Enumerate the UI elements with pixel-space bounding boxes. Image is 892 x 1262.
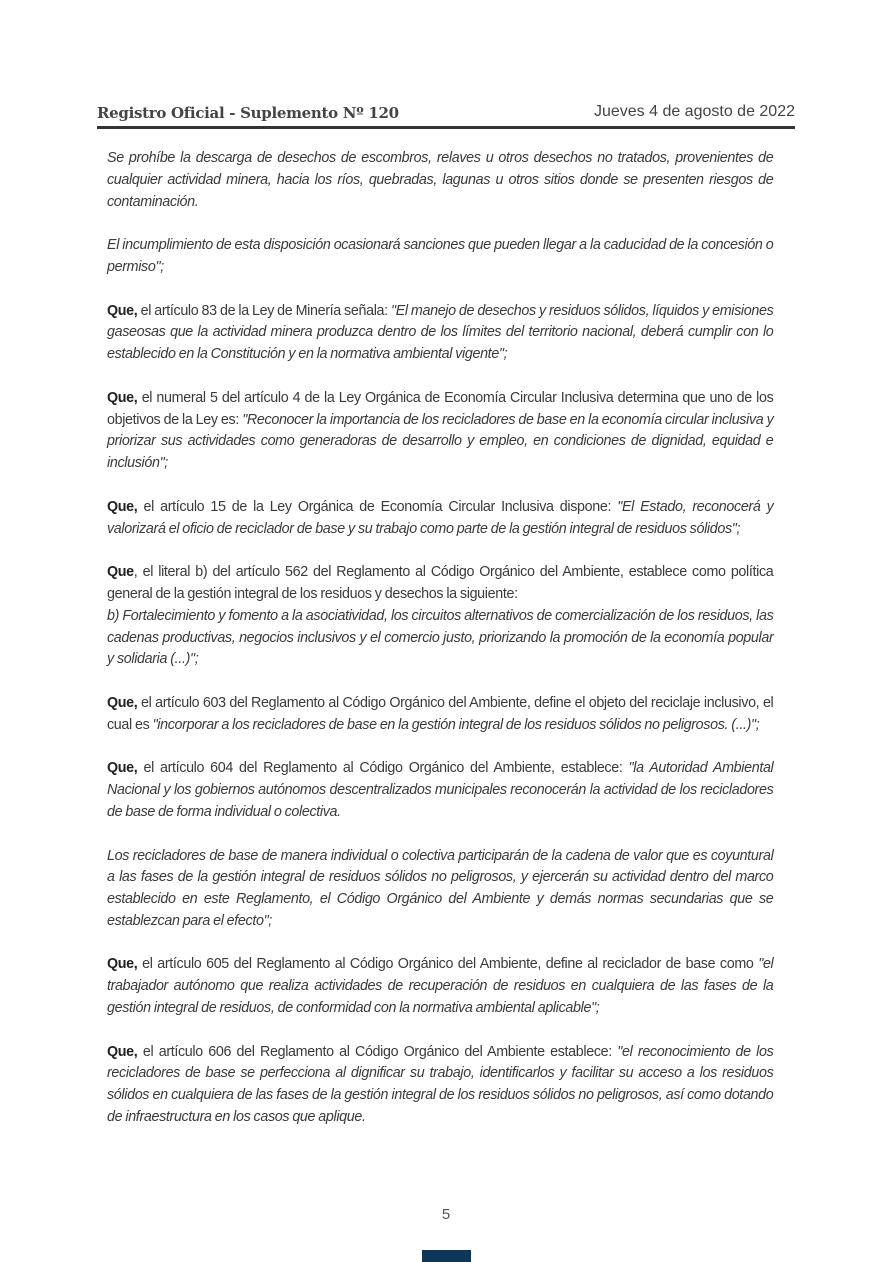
que-keyword: Que, [107,389,138,406]
paragraph-article-605 [107,954,773,1019]
document-body [107,148,773,1151]
paragraph-article-606 [107,1042,773,1129]
quote-text: Los recicladores de base de manera individual o colectiva participarán de la cadena de valor que es coyuntural a las fases de la gestión integral de residuos sólidos no peligrosos, y ejercerán su actividad dentro del marco establecido en este Reglamento, el Código Orgánico del Ambiente y demás normas secundarias que se establezcan para el efecto"; [107,847,774,929]
quote-text: "la Autoridad Ambiental Nacional y los gobiernos autónomos descentralizados municipales reconocerán la actividad de los recicladores de base de forma individual o colectiva. [107,760,774,820]
publication-date: Jueves 4 de agosto de 2022 [593,103,795,120]
que-keyword: Que, [107,498,138,515]
paragraph-sanctions [107,235,773,279]
intro-text: el artículo 605 del Reglamento al Código Orgánico del Ambiente, define al reciclador de base como [137,956,759,973]
paragraph-article-15 [107,497,773,541]
paragraph-article-604 [107,758,773,823]
que-keyword: Que, [107,760,138,777]
quote-text: "El manejo de desechos y residuos sólidos, líquidos y emisiones gaseosas que la actividad minera produzca dentro de los límites del territorio nacional, deberá cumplir con lo establecido en la Constitución y en la normativa ambiental vigente"; [107,302,774,363]
quote-text: b) Fortalecimiento y fomento a la asociatividad, los circuitos alternativos de comercialización de los residuos, las cadenas productivas, negocios inclusivos y el comercio justo, priorizando la promoción de la economía popular y solidaria (...)"; [107,607,774,668]
paragraph-article-562 [107,562,773,671]
quote-text: "El Estado, reconocerá y valorizará el oficio de reciclador de base y su trabajo como parte de la gestión integral de residuos sólidos"; [107,498,774,537]
intro-text: el artículo 606 del Reglamento al Código Orgánico del Ambiente establece: [137,1043,618,1060]
quote-text: "Reconocer la importancia de los recicladores de base en la economía circular inclusiva y priorizar sus actividades como generadoras de desarrollo y empleo, en condiciones de dignidad, equidad e inclusión"; [107,411,774,472]
footer-accent-bar [422,1250,471,1262]
page-header [97,102,795,129]
quote-text: Se prohíbe la descarga de desechos de escombros, relaves u otros desechos no tratados, provenientes de cualquier actividad minera, hacia los ríos, quebradas, lagunas u otros sitios donde se presenten riesgos de contaminación. [107,150,774,210]
intro-text: , el literal b) del artículo 562 del Reglamento al Código Orgánico del Ambiente, establece como política general de la gestión integral de los residuos y desechos la siguiente: [107,564,774,602]
paragraph-recyclers-value-chain [107,846,773,933]
paragraph-article-83 [107,301,773,366]
que-keyword: Que, [107,1043,138,1060]
quote-text: "el trabajador autónomo que realiza actividades de recuperación de residuos en cualquiera de las fases de la gestión integral de residuos, de conformidad con la normativa ambiental aplicable"; [107,956,774,1017]
intro-text: el numeral 5 del artículo 4 de la Ley Orgánica de Economía Circular Inclusiva determina que uno de los objetivos de la Ley es: [107,389,774,428]
publication-title: Registro Oficial - Suplemento Nº 120 [97,104,399,122]
intro-text: el artículo 603 del Reglamento al Código Orgánico del Ambiente, define el objeto del reciclaje inclusivo, el cual es [107,694,774,733]
paragraph-mining-discharge [107,148,773,213]
que-keyword: Que [107,564,134,581]
quote-text: "el reconocimiento de los recicladores de base se perfecciona al dignificar su trabajo, identificarlos y facilitar su acceso a los residuos sólidos en cualquiera de las fases de la gestión integral de los residuos sólidos no peligrosos, así como dotando de infraestructura en los casos que aplique. [107,1043,774,1126]
paragraph-numeral-5 [107,388,773,475]
que-keyword: Que, [107,694,138,711]
que-keyword: Que, [107,302,138,319]
intro-text: el artículo 604 del Reglamento al Código Orgánico del Ambiente, establece: [137,760,629,777]
page-number: 5 [441,1206,451,1223]
quote-text: "incorporar a los recicladores de base en la gestión integral de los residuos sólidos no peligrosos. (...)"; [152,716,760,733]
quote-text: El incumplimiento de esta disposición ocasionará sanciones que pueden llegar a la caducidad de la concesión o permiso"; [107,237,774,275]
paragraph-article-603 [107,693,773,737]
intro-text: el artículo 15 de la Ley Orgánica de Economía Circular Inclusiva dispone: [137,498,618,515]
que-keyword: Que, [107,956,138,973]
intro-text: el artículo 83 de la Ley de Minería señala: [137,302,391,319]
